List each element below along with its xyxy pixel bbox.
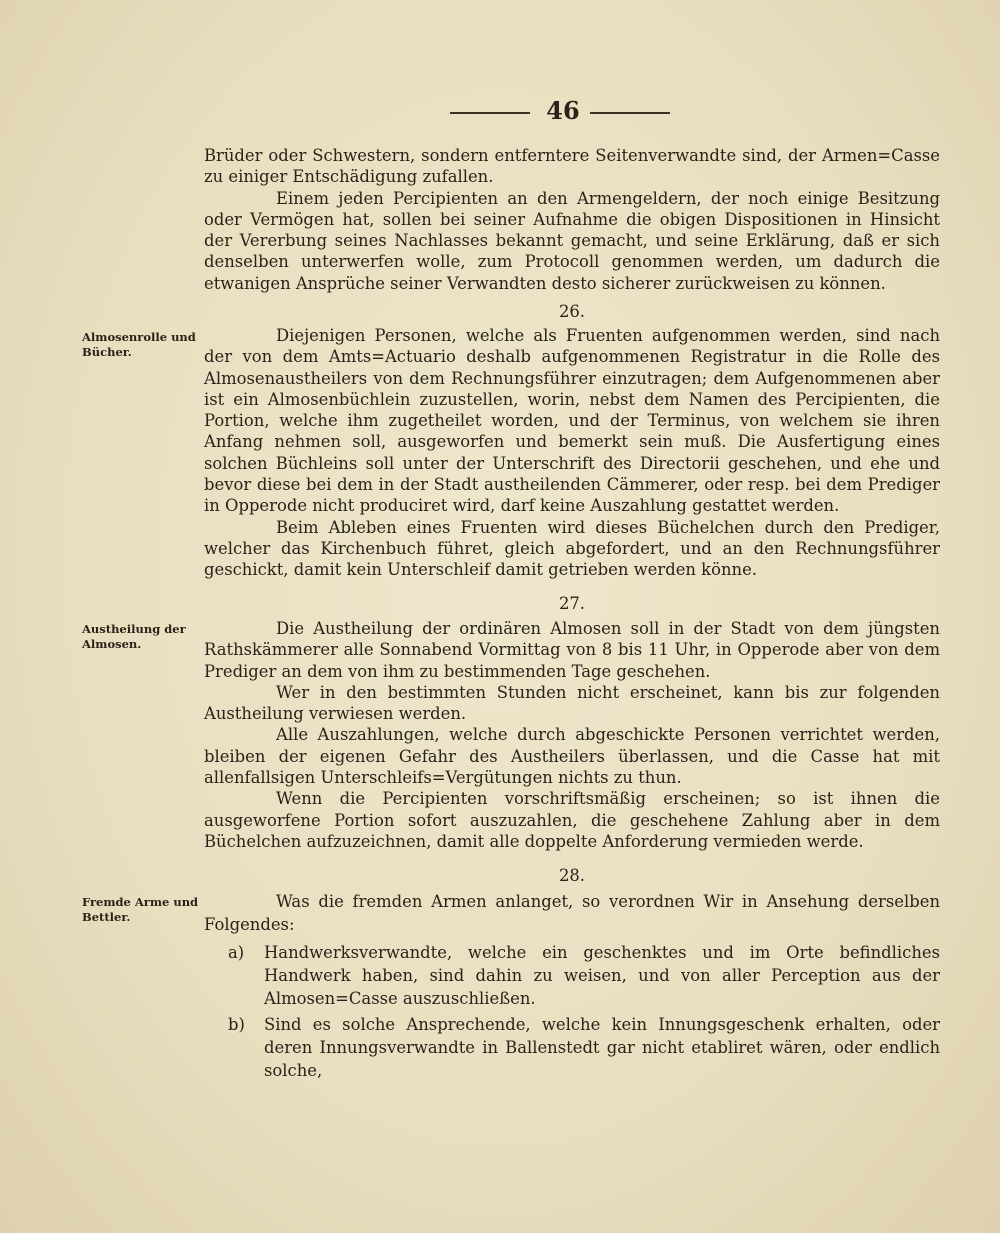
section-27-block <box>204 618 940 852</box>
intro-paragraph-2: Einem jeden Percipienten an den Armengeldern, der noch einige Besitzung oder Vermögen hat, sollen bei seiner Aufnahme die obigen Dispositionen in Hinsicht der Vererbung seines Nachlasses bekannt gemacht, und seine Erklärung, daß er sich denselben unterwerfen wolle, zum Protocoll genommen werden, um dadurch die etwanigen Ansprüche seiner Verwandten desto sicherer zurückweisen zu können. <box>204 188 940 293</box>
section-26-paragraph-1: Diejenigen Personen, welche als Fruenten aufgenommen werden, sind nach der von dem Amts=Actuario deshalb aufgenommenen Registratur in die Rolle des Almosenaustheilers von dem Rechnungsführer einzutragen; dem Aufgenommenen aber ist ein Almosenbüchlein zuzustellen, worin, nebst dem Namen des Percipienten, die Portion, welche ihm zugetheilet worden, und der Terminus, von welchem sie ihren Anfang nehmen soll, ausgeworfen und bemerkt sein muß. Die Ausfertigung eines solchen Büchleins soll unter der Unterschrift des Directorii geschehen, und ehe und bevor diese bei dem in der Stadt austheilenden Cämmerer, oder resp. bei dem Prediger in Opperode nicht produciret wird, darf keine Auszahlung gestattet werden. <box>204 326 940 516</box>
intro-paragraph-1: Brüder oder Schwestern, sondern entferntere Seitenverwandte sind, der Armen=Casse zu einiger Entschädigung zufallen. <box>204 146 940 187</box>
section-28-paragraph-1: Was die fremden Armen anlanget, so verordnen Wir in Ansehung derselben Folgendes: <box>204 892 940 934</box>
section-number-27: 27. <box>558 594 586 613</box>
section-26-block <box>204 325 940 581</box>
list-item-text: Handwerksverwandte, welche ein geschenktes und im Orte befindliches Handwerk haben, sind dahin zu weisen, und von aller Perception aus der Almosen=Casse auszuschließen. <box>264 943 940 1008</box>
list-item-label: a) <box>228 943 245 962</box>
section-27-paragraph-4: Wenn die Percipienten vorschriftsmäßig erscheinen; so ist ihnen die ausgeworfene Portion sofort auszuzahlen, die geschehene Zahlung aber in dem Büchelchen aufzuzeichnen, damit alle doppelte Anforderung vermieden werde. <box>204 789 940 851</box>
section-26-paragraph-2: Beim Ableben eines Fruenten wird dieses Büchelchen durch den Prediger, welcher das Kirchenbuch führet, gleich abgefordert, und an den Rechnungsführer geschickt, damit kein Unterschleif damit getrieben werden könne. <box>204 517 940 580</box>
intro-block <box>204 145 940 294</box>
section-number-26: 26. <box>558 302 586 321</box>
list-item-text: Sind es solche Ansprechende, welche kein Innungsgeschenk erhalten, oder deren Innungsverwandte in Ballenstedt gar nicht etabliret wären, oder endlich solche, <box>264 1015 940 1080</box>
section-27-paragraph-2: Wer in den bestimmten Stunden nicht erscheinet, kann bis zur folgenden Austheilung verwiesen werden. <box>204 682 940 724</box>
margin-note-fremde-arme: Fremde Arme und Bettler. <box>82 895 199 924</box>
margin-note-austheilung: Austheilung der Almosen. <box>82 622 186 651</box>
margin-note-almosenrolle: Almosenrolle und Bücher. <box>82 330 196 359</box>
list-item-b <box>228 1013 940 1082</box>
page-header <box>450 96 690 130</box>
section-27-paragraph-1: Die Austheilung der ordinären Almosen soll in der Stadt von dem jüngsten Rathskämmerer alle Sonnabend Vormittag von 8 bis 11 Uhr, in Opperode aber von dem Prediger an dem von ihm zu bestimmenden Tage geschehen. <box>204 619 940 681</box>
list-item-a <box>228 941 940 1010</box>
section-28-block <box>204 890 940 936</box>
section-27-paragraph-3: Alle Auszahlungen, welche durch abgeschickte Personen verrichtet werden, bleiben der eigenen Gefahr des Austheilers überlassen, und die Casse hat mit allenfallsigen Unterschleifs=Vergütungen nichts zu thun. <box>204 725 940 788</box>
header-rule-left <box>450 112 530 114</box>
section-number-28: 28. <box>558 866 586 885</box>
page-number: 46 <box>546 96 580 125</box>
header-rule-right <box>590 112 670 114</box>
list-item-label: b) <box>228 1015 245 1034</box>
